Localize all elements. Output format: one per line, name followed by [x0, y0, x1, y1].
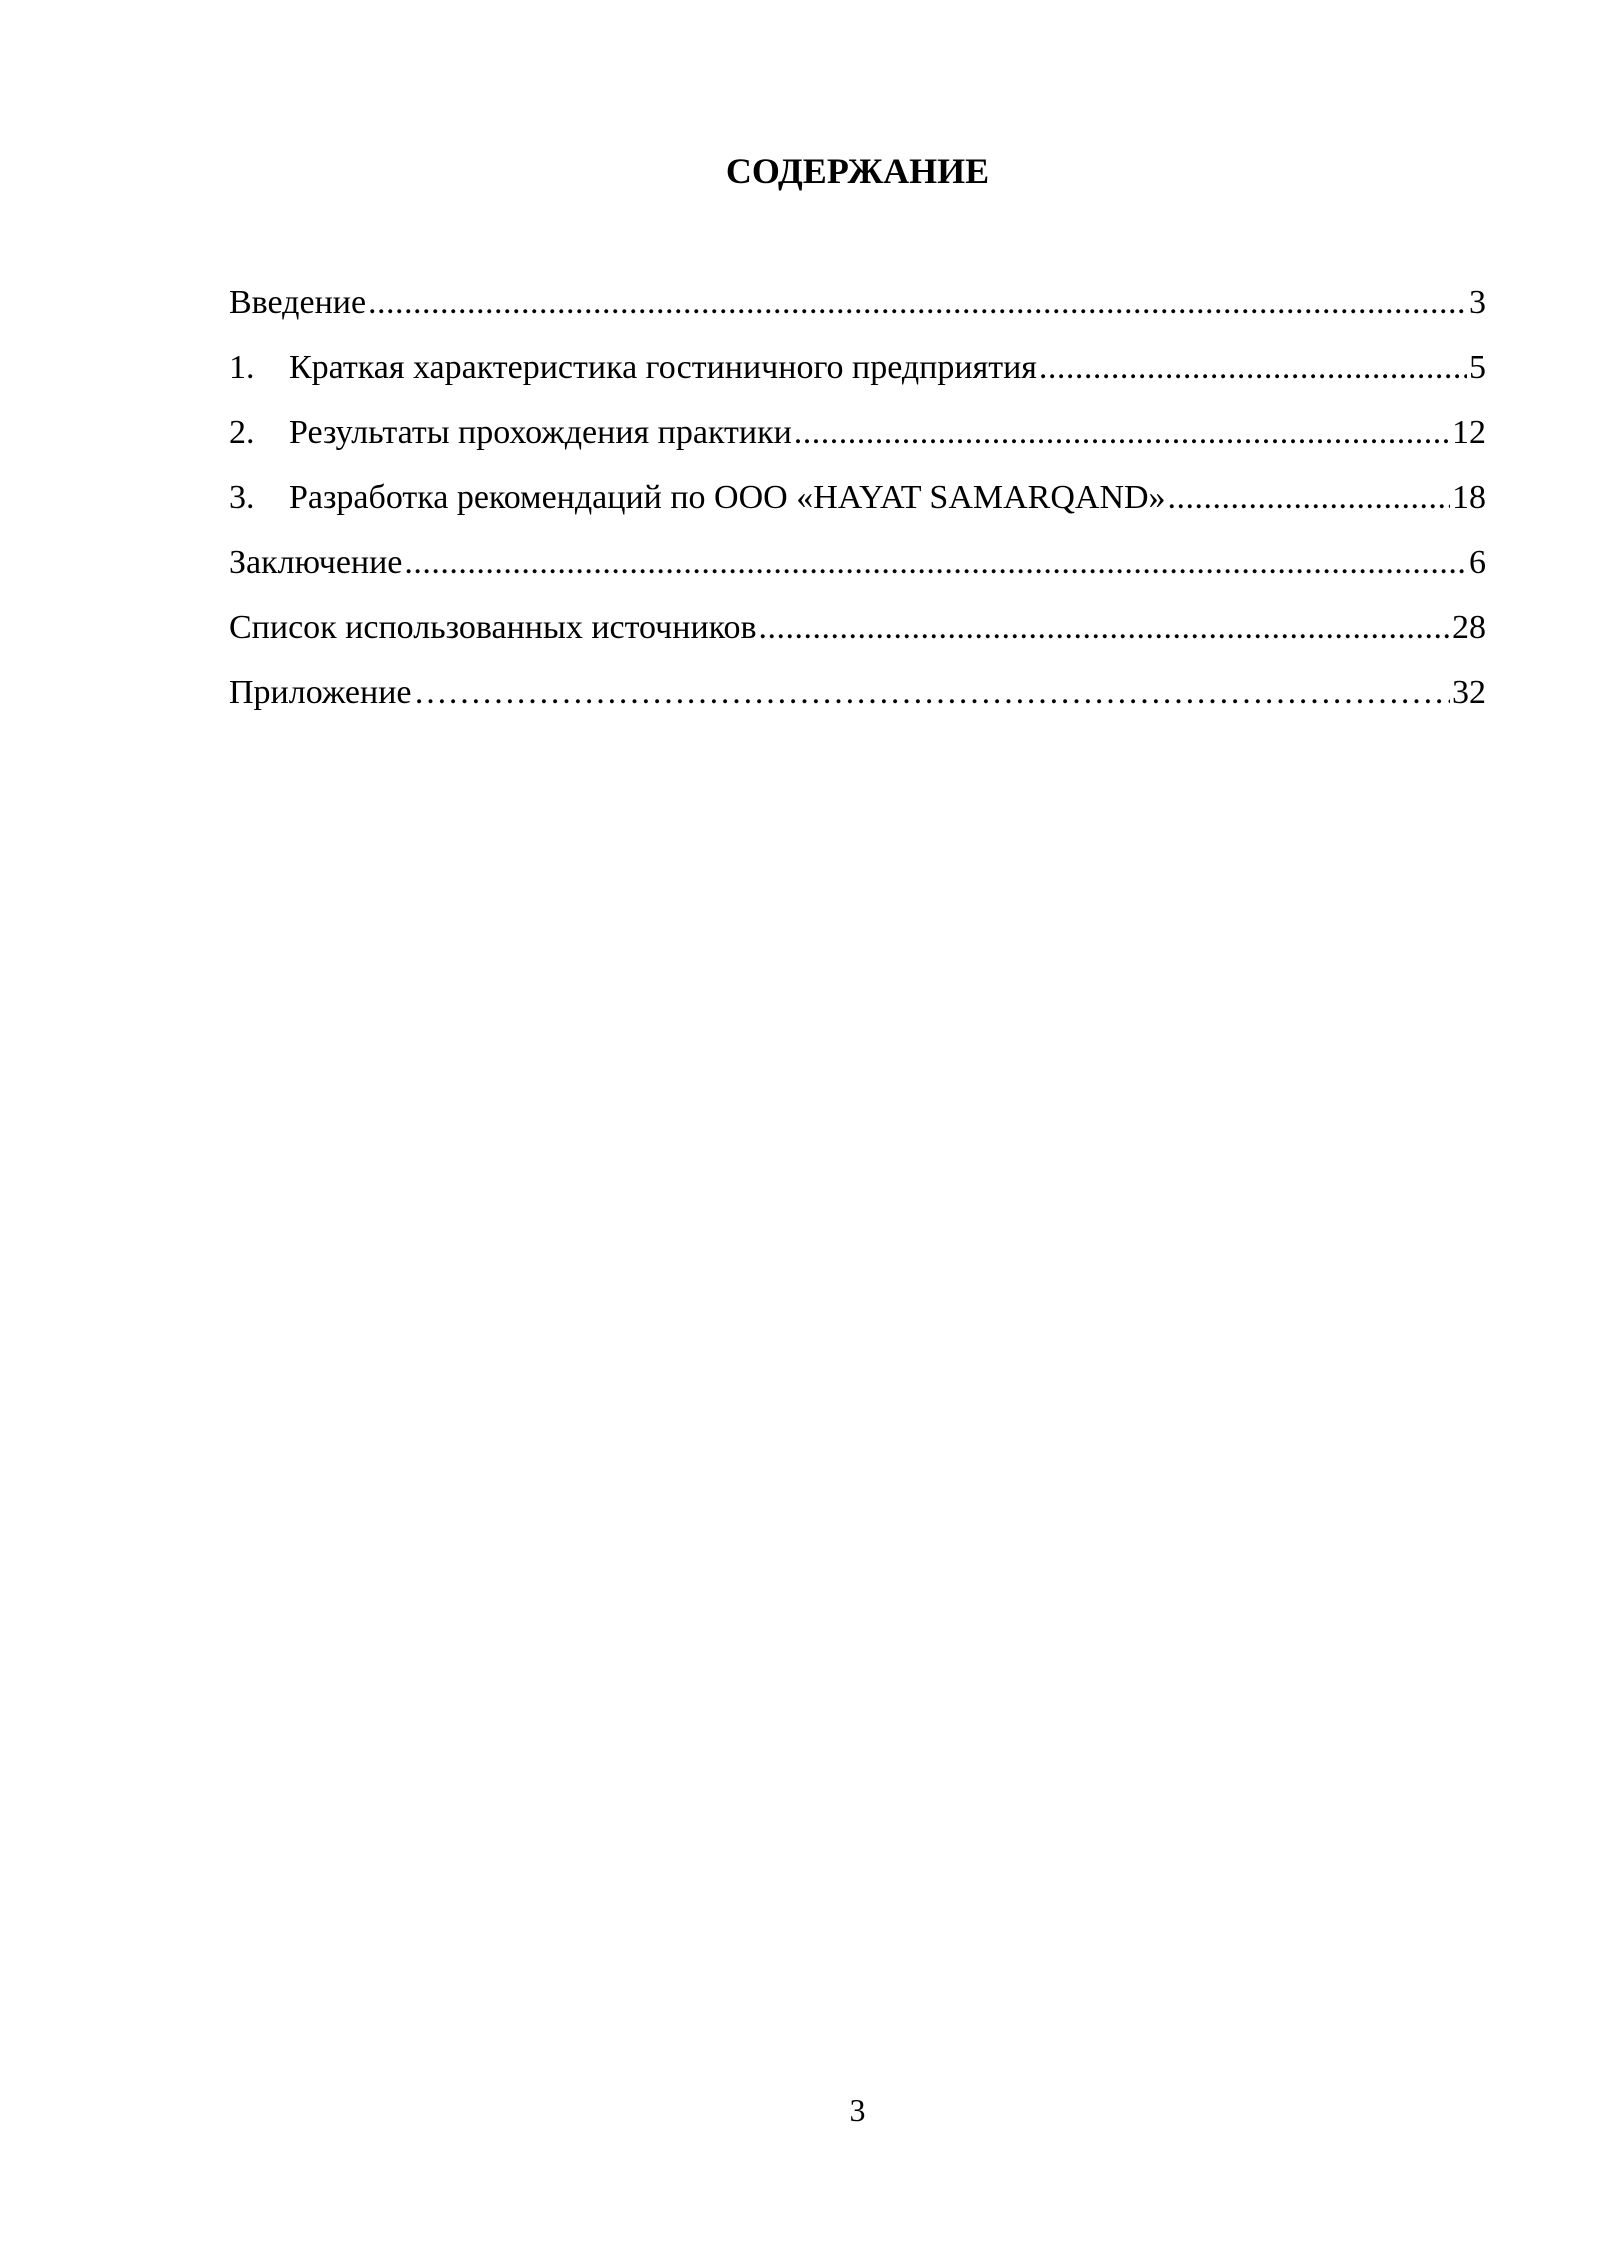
page-number: 3: [849, 2092, 866, 2128]
toc-entry-references[interactable]: [229, 608, 1486, 673]
toc-entry-label: Заключение: [229, 544, 403, 581]
toc-dot-leader: [1168, 478, 1450, 518]
toc-entry-page: 18: [1452, 479, 1486, 516]
toc-entry-page: 5: [1469, 349, 1486, 386]
toc-entry-label: Краткая характеристика гостиничного предприятия: [289, 349, 1037, 386]
toc-dot-leader: [759, 608, 1451, 648]
toc-entry-chapter-2[interactable]: [229, 413, 1486, 478]
toc-entry-label: Разработка рекомендаций по ООО «HAYAT SAMARQAND»: [289, 479, 1166, 516]
toc-entry-introduction[interactable]: [229, 283, 1486, 348]
toc-entry-label: Приложение: [229, 674, 412, 711]
toc-entry-number: 1.: [229, 349, 255, 386]
toc-entry-appendix[interactable]: [229, 673, 1486, 738]
toc-entry-page: 32: [1452, 674, 1486, 711]
toc-entry-chapter-3[interactable]: [229, 478, 1486, 543]
toc-entry-page: 3: [1469, 284, 1486, 321]
toc-entry-number: 3.: [229, 479, 255, 516]
toc-entry-label: Результаты прохождения практики: [289, 414, 792, 451]
toc-dot-leader: [794, 413, 1450, 453]
toc-entry-number: 2.: [229, 414, 255, 451]
toc-entry-conclusion[interactable]: [229, 543, 1486, 608]
toc-entry-page: 12: [1452, 414, 1486, 451]
toc-dot-leader: [1039, 348, 1467, 388]
toc-entry-page: 6: [1469, 544, 1486, 581]
toc-dot-leader: [404, 543, 1467, 583]
toc-dot-leader: [413, 673, 1450, 713]
toc-title: СОДЕРЖАНИЕ: [725, 151, 990, 191]
toc-entry-label: Введение: [229, 284, 367, 321]
toc-entry-chapter-1[interactable]: [229, 348, 1486, 413]
toc-entry-page: 28: [1452, 609, 1486, 646]
toc-entry-label: Список использованных источников: [229, 609, 757, 646]
toc-dot-leader: [368, 283, 1467, 323]
table-of-contents: [229, 283, 1486, 738]
